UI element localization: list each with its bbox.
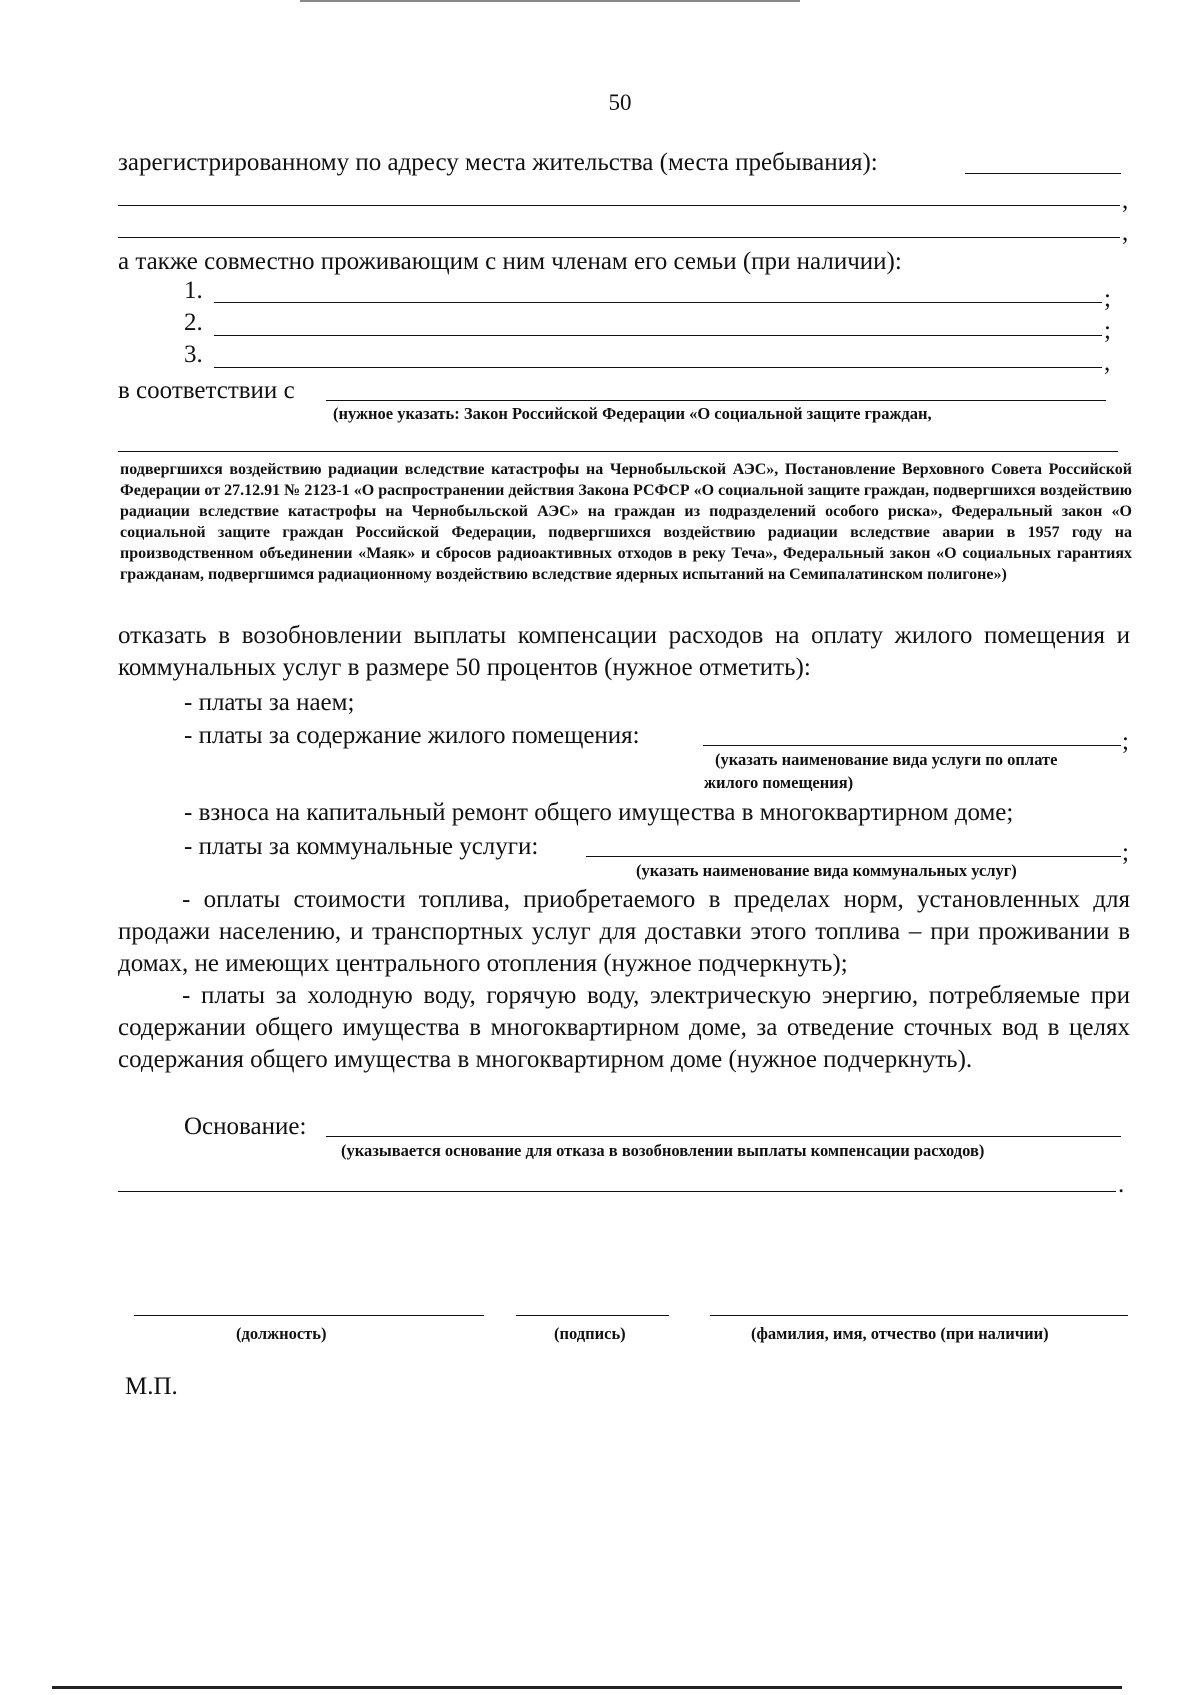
comma-mark: , [1122,219,1129,246]
family-item-number: 3. [184,341,203,368]
item-utilities: - платы за коммунальные услуги: [184,833,539,860]
position-label: (должность) [236,1324,327,1343]
basis-field-line-2[interactable] [118,1191,1116,1192]
law-field[interactable] [326,400,1106,401]
scan-edge-top [300,0,800,2]
item-rent: - платы за наем; [184,689,355,716]
signature-field[interactable] [516,1315,669,1316]
semicolon-mark: ; [1104,285,1111,312]
family-member-field-2[interactable] [214,335,1102,336]
address-field[interactable] [965,173,1121,174]
signature-label: (подпись) [554,1324,626,1343]
period-mark: . [1118,1171,1125,1198]
address-field-line-2[interactable] [118,205,1120,206]
comma-mark: , [1104,349,1111,376]
family-item-number: 1. [184,277,203,304]
stamp-place-label: М.П. [125,1373,178,1400]
full-name-label: (фамилия, имя, отчество (при наличии) [751,1324,1049,1343]
full-name-field[interactable] [710,1315,1128,1316]
law-hint-continued: подвергшихся воздействию радиации вследствие катастрофы на Чернобыльской АЭС», Постановление Верховного Совета Российской Федерации от 27.12.91 № 2123-1 «О распространении действия Закона РСФСР «О социальной защите граждан, подвергшихся воздействию радиации вследствие катастрофы на Чернобыльской АЭС» на граждан из подразделений особого риска», Федеральный закон «О социальной защите граждан Российской Федерации, подвергшихся воздействию радиации вследствие аварии в 1957 году на производственном объединении «Маяк» и сбросов радиоактивных отходов в реку Теча», Федеральный закон «О социальных гарантиях гражданам, подвергшимся радиационному воздействию вследствие ядерных испытаний на Семипалатинском полигоне») [120,461,1132,583]
basis-label: Основание: [184,1113,307,1140]
basis-field[interactable] [326,1136,1121,1137]
item-capital-repair: - взноса на капитальный ремонт общего имущества в многоквартирном доме; [184,799,1014,826]
position-field[interactable] [134,1315,484,1316]
page-number: 50 [608,90,632,115]
basis-hint: (указывается основание для отказа в возобновлении выплаты компенсации расходов) [341,1141,985,1160]
family-member-field-3[interactable] [214,367,1102,368]
item-water: - платы за холодную воду, горячую воду, электрическую энергию, потребляемые при содержании общего имущества в многоквартирном доме, за отведение сточных вод в целях содержания общего имущества в многоквартирном доме (нужное подчеркнуть). [118,982,1130,1073]
maintenance-hint: (указать наименование вида услуги по оплате [715,750,1058,769]
address-field-line-3[interactable] [118,237,1120,238]
address-label: зарегистрированному по адресу места жительства (места пребывания): [118,149,878,176]
comma-mark: , [1122,187,1129,214]
semicolon-mark: ; [1122,839,1129,866]
family-member-field-1[interactable] [214,302,1102,303]
maintenance-field[interactable] [703,745,1121,746]
semicolon-mark: ; [1122,728,1129,755]
item-fuel: - оплаты стоимости топлива, приобретаемого в пределах норм, установленных для продажи населению, и транспортных услуг для доставки этого топлива – при проживании в домах, не имеющих центрального отопления (нужное подчеркнуть); [118,886,1130,977]
utilities-hint: (указать наименование вида коммунальных услуг) [636,861,1017,880]
family-label: а также совместно проживающим с ним членам его семьи (при наличии): [118,248,902,275]
item-maintenance: - платы за содержание жилого помещения: [184,722,640,749]
semicolon-mark: ; [1104,317,1111,344]
family-item-number: 2. [184,309,203,336]
utilities-field[interactable] [586,856,1121,857]
accordance-label: в соответствии с [118,377,295,404]
law-hint: (нужное указать: Закон Российской Федерации «О социальной защите граждан, [333,404,932,423]
maintenance-hint-2: жилого помещения) [704,773,854,792]
law-field-line-2[interactable] [118,451,1118,452]
refusal-text: отказать в возобновлении выплаты компенсации расходов на оплату жилого помещения и коммунальных услуг в размере 50 процентов (нужное отметить): [118,622,1130,681]
scan-edge-bottom [52,1686,1122,1689]
